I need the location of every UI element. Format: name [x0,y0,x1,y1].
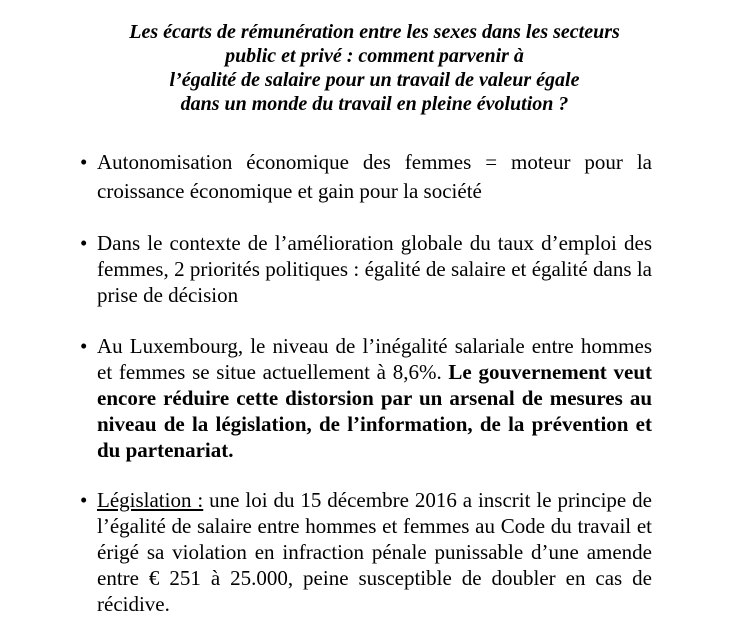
bullet-item-economic-empowerment [80,148,652,206]
bullet-text-segment-bold: Le gouvernement veut encore réduire cette distorsion par un arsenal de mesures au niveau de la législation, de l’information, de la prévention et du partenariat. [97,360,652,462]
bullet-marker-icon: • [80,150,88,174]
bullet-marker-icon: • [80,488,88,512]
bullet-list [80,148,652,617]
bullet-marker-icon: • [80,334,88,358]
bullet-marker-icon: • [80,231,88,255]
bullet-item-political-priorities [80,230,652,308]
bullet-text-segment: Dans le contexte de l’amélioration globale du taux d’emploi des femmes, 2 priorités politiques : égalité de salaire et égalité dans la prise de décision [97,231,652,307]
title-line-2: public et privé : comment parvenir à [225,45,524,67]
page-title [0,0,749,116]
bullet-item-legislation [80,487,652,617]
bullet-text-segment-underlined: Législation : [97,488,204,512]
title-line-4: dans un monde du travail en pleine évolution ? [180,93,569,115]
bullet-item-luxembourg-pay-gap [80,333,652,463]
title-line-3: l’égalité de salaire pour un travail de valeur égale [169,69,580,91]
bullet-text-segment: Autonomisation économique des femmes = moteur pour la croissance économique et gain pour la société [97,150,652,203]
bullet-text-segment: Au Luxembourg, le niveau de l’inégalité salariale entre hommes et femmes se situe actuellement à 8,6%. [97,334,652,384]
bullet-text-segment: une loi du 15 décembre 2016 a inscrit le principe de l’égalité de salaire entre hommes et femmes au Code du travail et érigé sa violation en infraction pénale punissable d’une amende entre € 251 à 25.000, peine susceptible de doubler en cas de récidive. [97,488,652,616]
title-line-1: Les écarts de rémunération entre les sexes dans les secteurs [129,21,620,43]
